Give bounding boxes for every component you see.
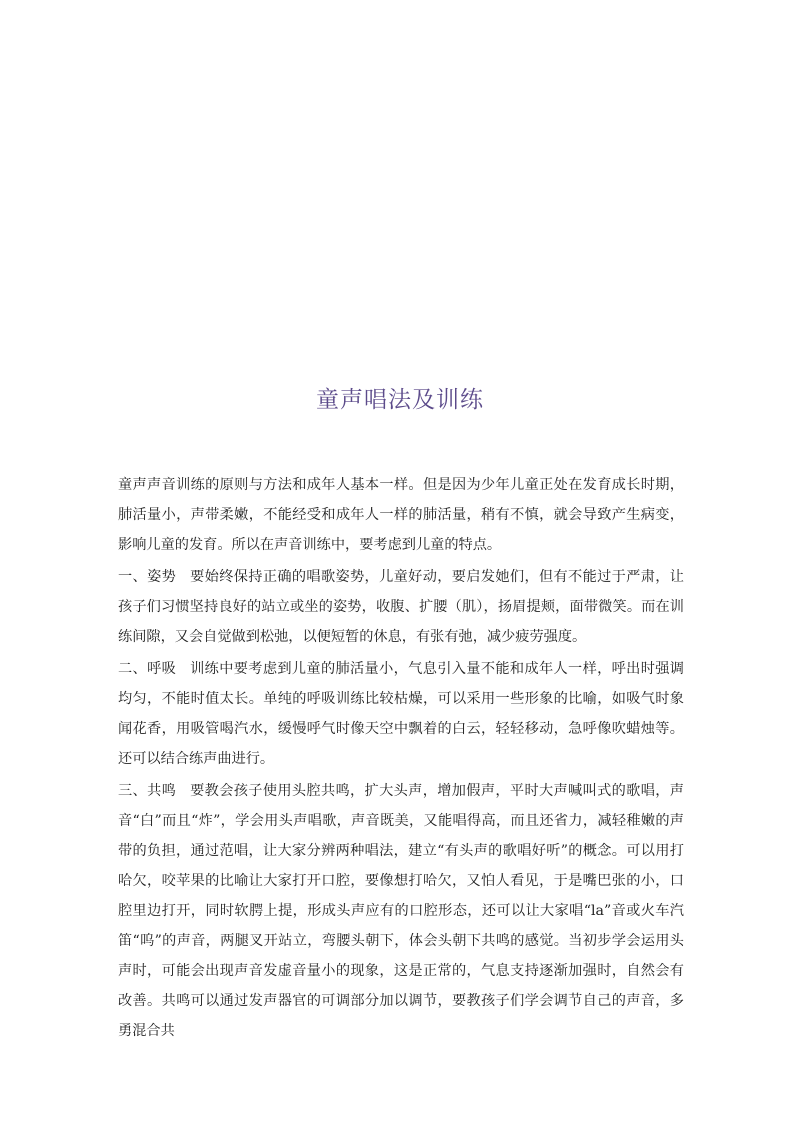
document-body	[118, 470, 684, 1048]
paragraph-resonance	[118, 776, 684, 1046]
paragraph-intro	[118, 470, 684, 560]
paragraph-text: 要教会孩子使用头腔共鸣，扩大头声，增加假声，平时大声喊叫式的歌唱，声音“白”而且“炸”，学会用头声唱歌，声音既美，又能唱得高，而且还省力，减轻稚嫩的声带的负担，通过范唱，让大家分辨两种唱法，建立“有头声的歌唱好听”的概念。可以用打哈欠，咬苹果的比喻让大家打开口腔，要像想打哈欠，又怕人看见，于是嘴巴张的小，口腔里边打开，同时软腭上提，形成头声应有的口腔形态，还可以让大家唱“la”音或火车汽笛“呜”的声音，两腿叉开站立，弯腰头朝下，体会头朝下共鸣的感觉。当初步学会运用头声时，可能会出现声音发虚音量小的现象，这是正常的，气息支持逐渐加强时，自然会有改善。共鸣可以通过发声器官的可调部分加以调节，要教孩子们学会调节自己的声音，多勇混合共	[118, 783, 684, 1039]
paragraph-posture	[118, 562, 684, 652]
section-heading: 一、姿势	[118, 569, 177, 585]
paragraph-breathing	[118, 654, 684, 774]
section-heading: 二、呼吸	[118, 661, 177, 677]
paragraph-text: 童声声音训练的原则与方法和成年人基本一样。但是因为少年儿童正处在发育成长时期，肺活量小，声带柔嫩，不能经受和成年人一样的肺活量，稍有不慎，就会导致产生病变，影响儿童的发育。所以在声音训练中，要考虑到儿童的特点。	[118, 477, 684, 553]
paragraph-text: 要始终保持正确的唱歌姿势，儿童好动，要启发她们，但有不能过于严肃，让孩子们习惯坚持良好的站立或坐的姿势，收腹、扩腰（肌），扬眉提颊，面带微笑。而在训练间隙，又会自觉做到松弛，以便短暂的休息，有张有弛，减少疲劳强度。	[118, 569, 684, 645]
paragraph-text: 训练中要考虑到儿童的肺活量小，气息引入量不能和成年人一样，呼出时强调均匀，不能时值太长。单纯的呼吸训练比较枯燥，可以采用一些形象的比喻，如吸气时象闻花香，用吸管喝汽水，缓慢呼气时像天空中飘着的白云，轻轻移动，急呼像吹蜡烛等。还可以结合练声曲进行。	[118, 661, 684, 767]
section-heading: 三、共鸣	[118, 783, 177, 799]
document-title: 童声唱法及训练	[316, 387, 484, 413]
